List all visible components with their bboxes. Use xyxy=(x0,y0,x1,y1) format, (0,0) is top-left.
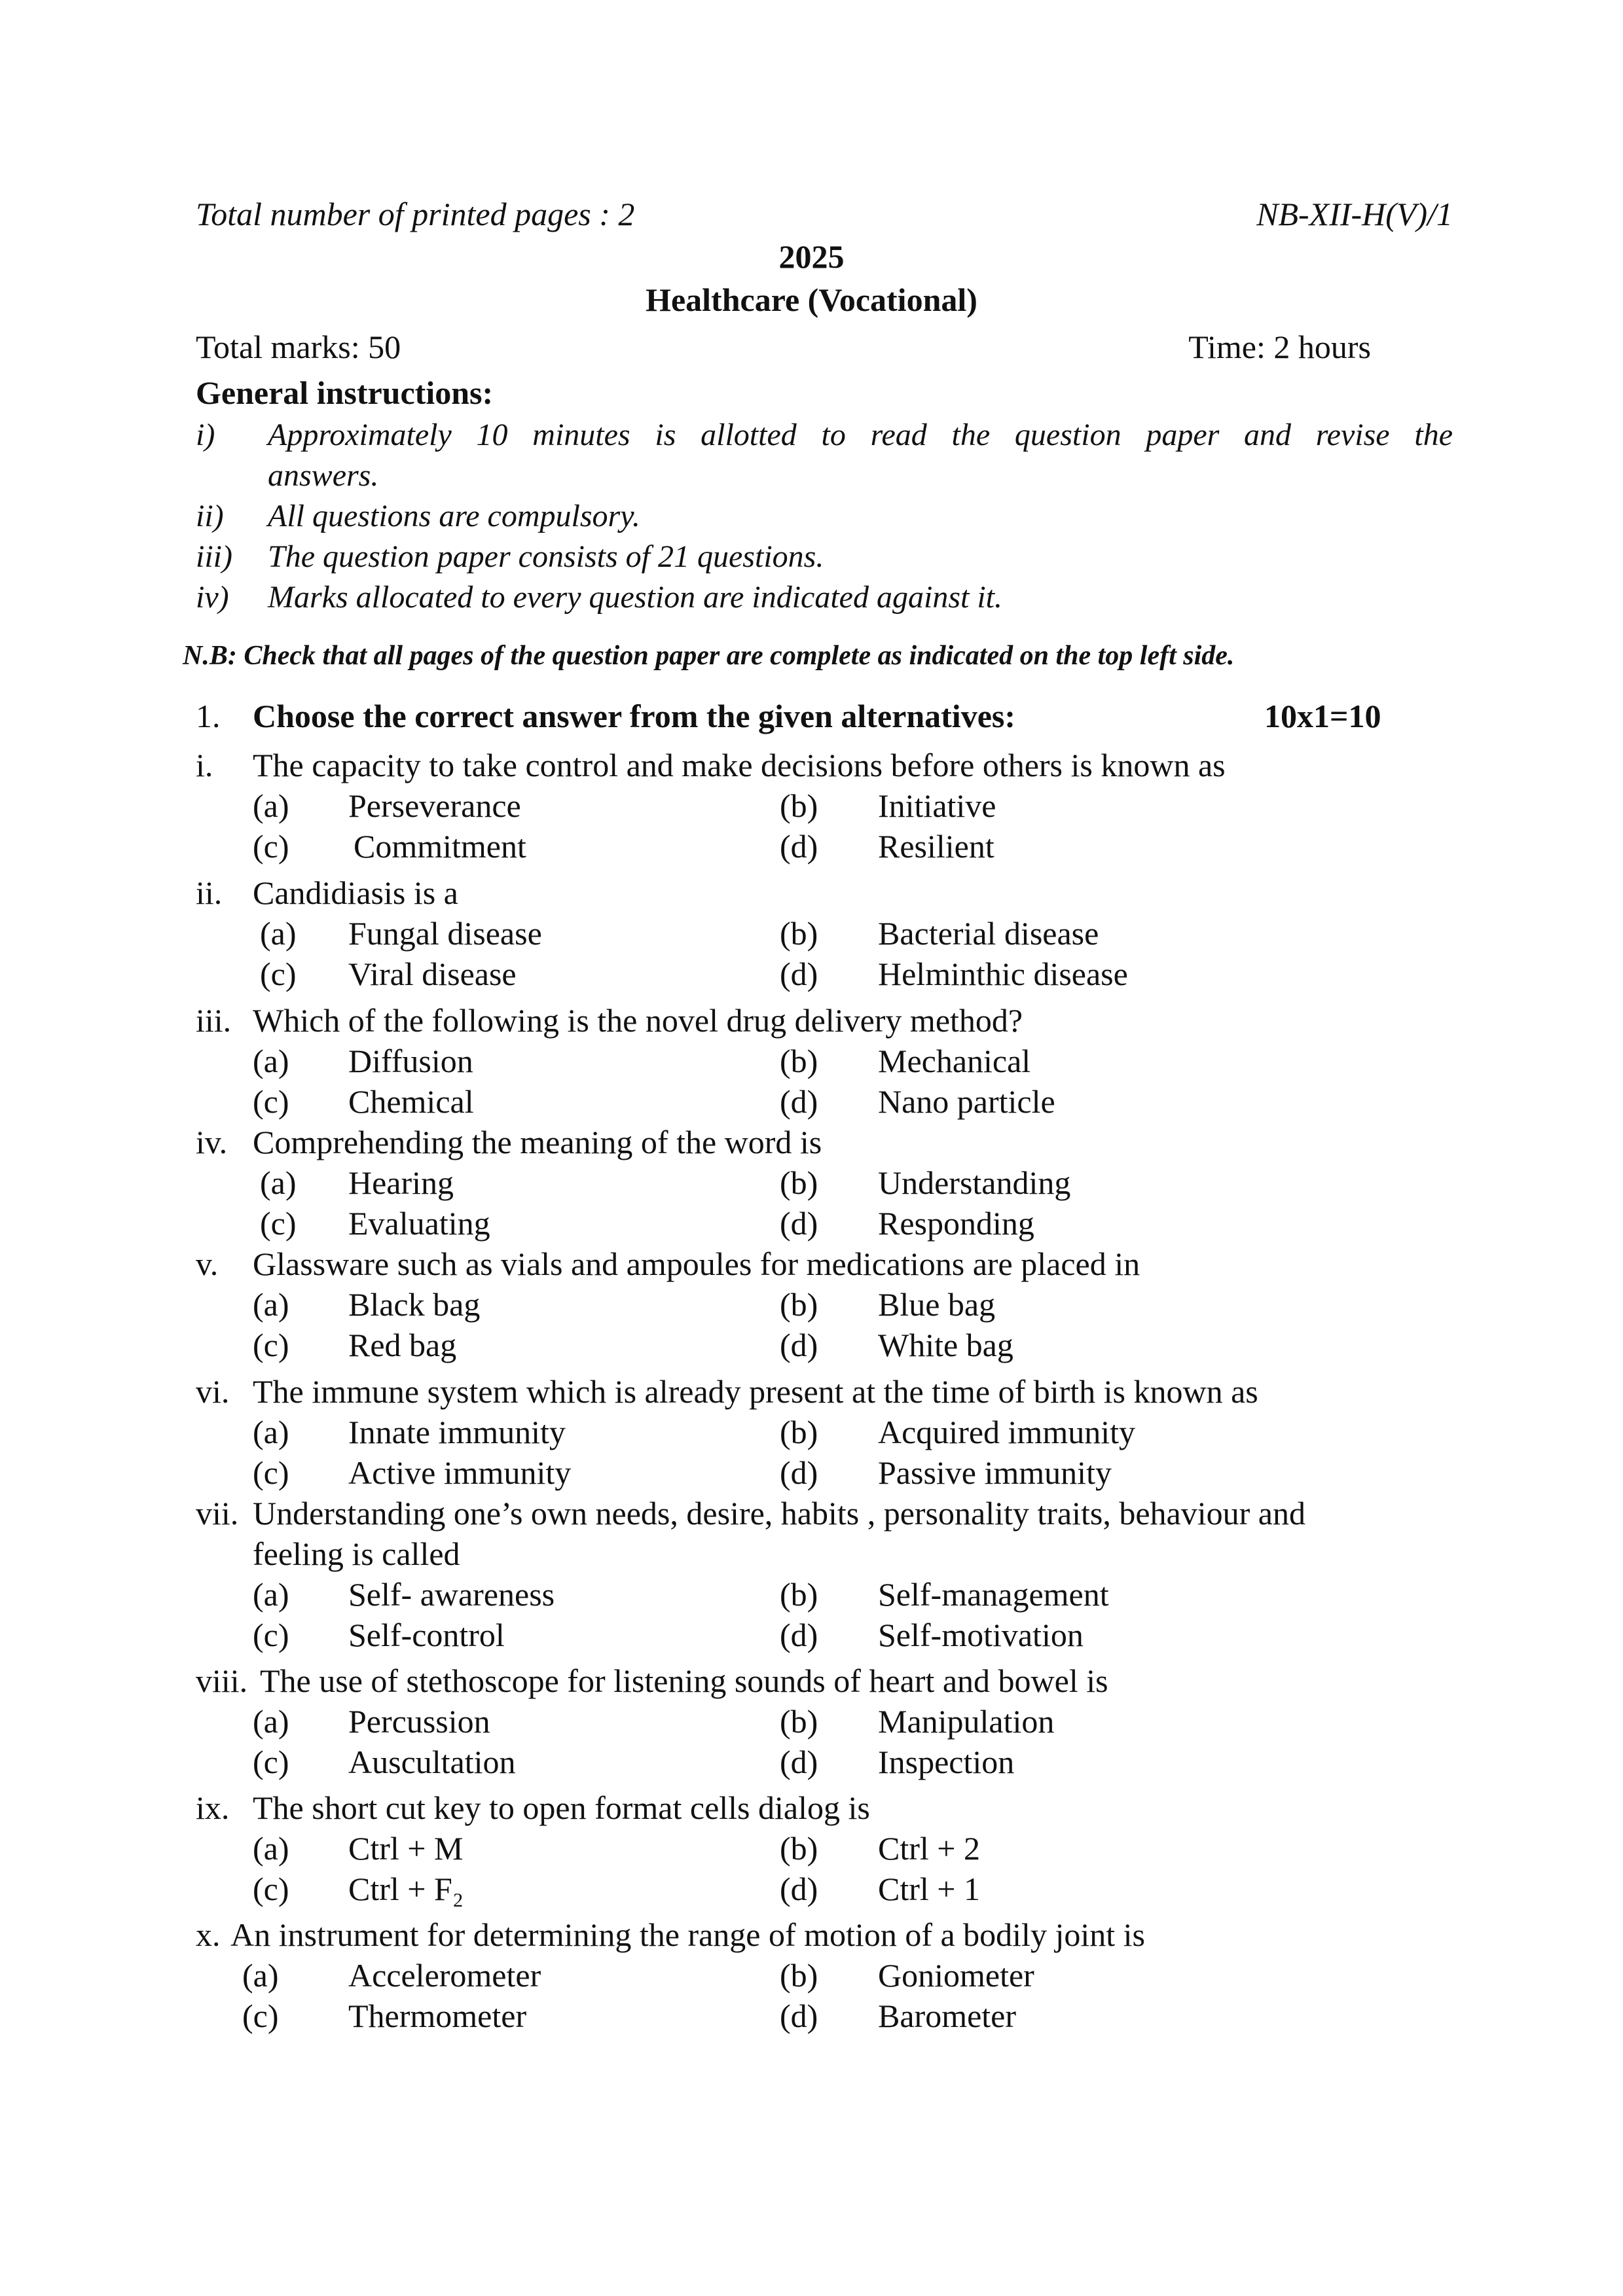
option-label-a: (a) xyxy=(260,1164,297,1201)
time-allowed: Time: 2 hours xyxy=(1188,329,1371,365)
question-number: iii. xyxy=(196,1002,232,1039)
option-a: Perseverance xyxy=(348,787,521,824)
instruction-text: The question paper consists of 21 questions. xyxy=(268,539,824,574)
option-c: Thermometer xyxy=(348,1998,527,2034)
option-label-c: (c) xyxy=(260,956,297,992)
option-c: Active immunity xyxy=(348,1454,572,1491)
exam-subject: Healthcare (Vocational) xyxy=(646,281,977,318)
option-label-a: (a) xyxy=(253,1576,289,1613)
option-d: Helminthic disease xyxy=(878,956,1128,992)
option-label-a: (a) xyxy=(253,1043,289,1079)
option-label-b: (b) xyxy=(780,1830,818,1867)
exam-year: 2025 xyxy=(778,238,845,275)
option-label-d: (d) xyxy=(780,1454,818,1491)
option-label-c: (c) xyxy=(253,1454,289,1491)
option-a: Fungal disease xyxy=(348,915,542,952)
option-b: Goniometer xyxy=(878,1957,1034,1994)
option-b: Acquired immunity xyxy=(878,1414,1135,1450)
option-a: Hearing xyxy=(348,1164,454,1201)
option-label-d: (d) xyxy=(780,956,818,992)
option-c: Evaluating xyxy=(348,1205,490,1242)
option-d: White bag xyxy=(878,1327,1013,1363)
option-label-d: (d) xyxy=(780,1744,818,1780)
option-label-a: (a) xyxy=(260,915,297,952)
instruction-text-cont: answers. xyxy=(268,458,379,493)
option-label-b: (b) xyxy=(780,1957,818,1994)
option-label-c: (c) xyxy=(253,1617,289,1653)
option-label-a: (a) xyxy=(253,1830,289,1867)
question-text: Which of the following is the novel drug delivery method? xyxy=(253,1002,1023,1039)
option-c: Commitment xyxy=(354,828,526,865)
option-c: Red bag xyxy=(348,1327,457,1363)
instruction-text: Marks allocated to every question are indicated against it. xyxy=(268,580,1002,615)
question-text: The use of stethoscope for listening sounds of heart and bowel is xyxy=(260,1662,1108,1699)
question-text: The short cut key to open format cells dialog is xyxy=(253,1789,870,1826)
total-marks: Total marks: 50 xyxy=(196,329,401,365)
question-number: iv. xyxy=(196,1124,228,1160)
option-d: Ctrl + 1 xyxy=(878,1871,980,1907)
option-label-c: (c) xyxy=(260,1205,297,1242)
option-c: Ctrl + F₂ xyxy=(348,1871,464,1907)
option-label-d: (d) xyxy=(780,1327,818,1363)
option-c: Self-control xyxy=(348,1617,505,1653)
option-a: Innate immunity xyxy=(348,1414,566,1450)
question-number: vii. xyxy=(196,1495,239,1532)
question-number: ii. xyxy=(196,874,223,911)
option-d: Resilient xyxy=(878,828,994,865)
option-b: Understanding xyxy=(878,1164,1071,1201)
option-b: Mechanical xyxy=(878,1043,1031,1079)
option-d: Inspection xyxy=(878,1744,1015,1780)
option-a: Accelerometer xyxy=(348,1957,541,1994)
option-d: Self-motivation xyxy=(878,1617,1084,1653)
question-text: An instrument for determining the range of motion of a bodily joint is xyxy=(230,1916,1145,1953)
question-text: Glassware such as vials and ampoules for medications are placed in xyxy=(253,1246,1140,1282)
question-text: Understanding one’s own needs, desire, habits , personality traits, behaviour and xyxy=(253,1495,1305,1532)
option-c: Auscultation xyxy=(348,1744,516,1780)
option-label-c: (c) xyxy=(253,1327,289,1363)
option-b: Blue bag xyxy=(878,1286,996,1323)
question-number: ix. xyxy=(196,1789,230,1826)
option-label-b: (b) xyxy=(780,1414,818,1450)
option-label-b: (b) xyxy=(780,1703,818,1740)
section-marks: 10x1=10 xyxy=(1264,698,1381,734)
question-text: Candidiasis is a xyxy=(253,874,458,911)
option-label-c: (c) xyxy=(253,1744,289,1780)
option-a: Black bag xyxy=(348,1286,481,1323)
option-b: Ctrl + 2 xyxy=(878,1830,980,1867)
question-text: The capacity to take control and make decisions before others is known as xyxy=(253,747,1226,783)
instructions-heading: General instructions: xyxy=(196,374,494,411)
question-text: The immune system which is already present at the time of birth is known as xyxy=(253,1373,1258,1410)
option-b: Manipulation xyxy=(878,1703,1055,1740)
question-number: x. xyxy=(196,1916,221,1953)
question-text: Comprehending the meaning of the word is xyxy=(253,1124,822,1160)
option-label-d: (d) xyxy=(780,1083,818,1120)
option-a: Ctrl + M xyxy=(348,1830,464,1867)
option-b: Self-management xyxy=(878,1576,1109,1613)
option-label-d: (d) xyxy=(780,1205,818,1242)
option-label-a: (a) xyxy=(253,1286,289,1323)
question-number: i. xyxy=(196,747,213,783)
instruction-number: ii) xyxy=(196,499,224,533)
option-d: Responding xyxy=(878,1205,1034,1242)
option-a: Diffusion xyxy=(348,1043,473,1079)
option-b: Initiative xyxy=(878,787,996,824)
option-label-a: (a) xyxy=(253,787,289,824)
option-label-a: (a) xyxy=(253,1703,289,1740)
option-c: Chemical xyxy=(348,1083,474,1120)
question-number: viii. xyxy=(196,1662,248,1699)
option-d: Barometer xyxy=(878,1998,1017,2034)
option-label-b: (b) xyxy=(780,1164,818,1201)
option-d: Nano particle xyxy=(878,1083,1055,1120)
option-d: Passive immunity xyxy=(878,1454,1112,1491)
option-label-c: (c) xyxy=(253,1083,289,1120)
question-text-cont: feeling is called xyxy=(253,1535,460,1572)
option-label-d: (d) xyxy=(780,1998,818,2034)
option-label-d: (d) xyxy=(780,1617,818,1653)
option-c: Viral disease xyxy=(348,956,517,992)
option-label-a: (a) xyxy=(242,1957,279,1994)
nb-note: N.B: Check that all pages of the question paper are complete as indicated on the top left side. xyxy=(183,641,1235,671)
instruction-text: Approximately 10 minutes is allotted to read the question paper and revise the xyxy=(268,418,1453,452)
option-a: Self- awareness xyxy=(348,1576,555,1613)
section-number: 1. xyxy=(196,698,221,734)
option-label-d: (d) xyxy=(780,1871,818,1907)
option-label-b: (b) xyxy=(780,1576,818,1613)
option-label-c: (c) xyxy=(253,828,289,865)
option-a: Percussion xyxy=(348,1703,490,1740)
instruction-number: iii) xyxy=(196,539,232,574)
option-label-b: (b) xyxy=(780,787,818,824)
instruction-number: i) xyxy=(196,418,215,452)
paper-code: NB-XII-H(V)/1 xyxy=(1256,196,1453,232)
question-number: v. xyxy=(196,1246,219,1282)
option-label-b: (b) xyxy=(780,915,818,952)
question-number: vi. xyxy=(196,1373,230,1410)
printed-pages: Total number of printed pages : 2 xyxy=(196,196,635,232)
option-label-b: (b) xyxy=(780,1043,818,1079)
option-label-b: (b) xyxy=(780,1286,818,1323)
instruction-text: All questions are compulsory. xyxy=(268,499,640,533)
option-label-a: (a) xyxy=(253,1414,289,1450)
option-label-c: (c) xyxy=(242,1998,279,2034)
option-label-d: (d) xyxy=(780,828,818,865)
option-label-c: (c) xyxy=(253,1871,289,1907)
instruction-number: iv) xyxy=(196,580,229,615)
section-title: Choose the correct answer from the given alternatives: xyxy=(253,698,1015,734)
option-b: Bacterial disease xyxy=(878,915,1099,952)
